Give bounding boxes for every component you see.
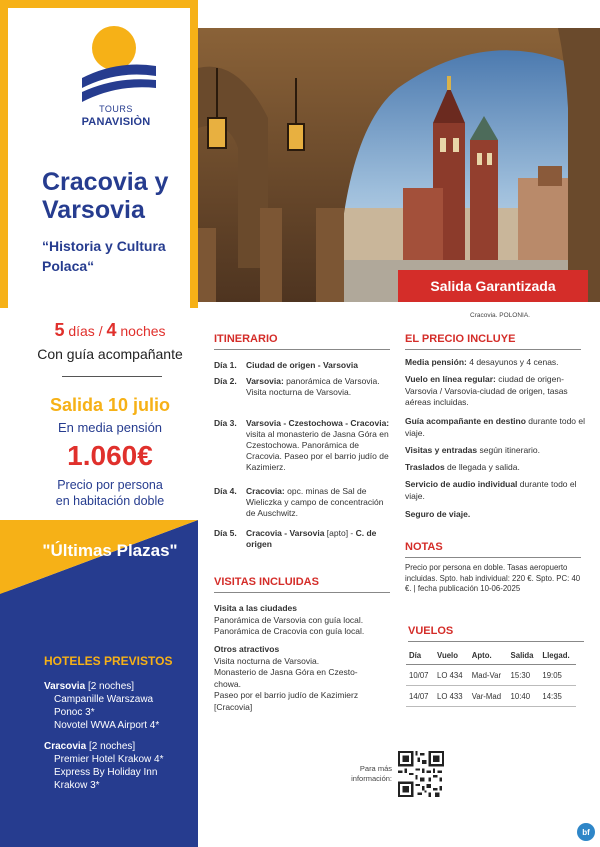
- include-heading: Servicio de audio individual: [405, 479, 518, 489]
- notes-text: Precio por persona en doble. Tasas aeropuerto incluidas. Spto. hab individual: 220 €. Spto. PC: 40 €. | fecha publicación 10-06-2025: [405, 563, 581, 593]
- flight-route: Var-Mad: [469, 686, 508, 707]
- qr-label: [346, 764, 392, 784]
- flight-departure: 15:30: [508, 665, 540, 686]
- hotels-title: HOTELES PREVISTOS: [44, 654, 173, 668]
- include-item: [405, 509, 587, 521]
- hotel-name: Ponoc 3*: [54, 707, 95, 718]
- visits-title: VISITAS INCLUIDAS: [214, 576, 390, 593]
- day-text: panorámica de Varsovia. Visita nocturna de Varsovia.: [246, 376, 380, 397]
- days-number: 5: [54, 320, 65, 340]
- price-note-line-2: en habitación doble: [55, 494, 165, 508]
- includes-title: EL PRECIO INCLUYE: [405, 333, 581, 350]
- day-heading: Varsovia:: [246, 376, 284, 386]
- board-type: En media pensión: [57, 420, 163, 435]
- hotel-nights: [2 noches]: [87, 681, 135, 692]
- hotel-name: Novotel WWA Airport 4*: [54, 720, 160, 731]
- include-item: [405, 445, 587, 457]
- col-airport-header: Apto.: [469, 647, 508, 665]
- itinerary-day: [214, 486, 392, 519]
- visit-line: Panorámica de Varsovia con guía local.: [214, 614, 364, 625]
- day-heading: Ciudad de origen - Varsovia: [246, 360, 358, 370]
- day-text: visita al monasterio de Jasna Góra en Czestochowa. Panorámica de Cracovia. Paseo por el barrio judío de Kazimierz.: [246, 429, 389, 472]
- day-heading: Cracovia:: [246, 486, 285, 496]
- notes-title: NOTAS: [405, 541, 581, 558]
- day-label: Día 4.: [214, 486, 237, 496]
- visit-line: [Cracovia]: [214, 701, 253, 712]
- logo-tours-label: TOURS: [99, 104, 133, 114]
- guaranteed-departure-badge: Salida Garantizada: [398, 270, 588, 302]
- nights-number: 4: [106, 320, 117, 340]
- visit-group: [214, 644, 392, 713]
- logo-brand-name: PANAVISIÒN: [81, 116, 151, 128]
- include-text: 4 desayunos y 4 cenas.: [466, 357, 559, 367]
- flight-route: Mad-Var: [469, 665, 508, 686]
- day-text: opc. minas de Sal de Wieliczka y campo de concentración de Auschwitz.: [246, 486, 384, 518]
- include-heading: Guía acompañante en destino: [405, 416, 526, 426]
- days-word: días /: [68, 323, 103, 339]
- hotel-group-cracovia: [44, 740, 163, 792]
- flight-number: LO 433: [434, 686, 469, 707]
- flight-day: 14/07: [406, 686, 434, 707]
- hotel-name: Krakow 3*: [54, 780, 100, 791]
- qr-label-line-2: información:: [351, 774, 392, 783]
- photo-caption: Cracovia. POLONIA.: [470, 312, 530, 319]
- day-heading: Cracovia - Varsovia: [246, 528, 325, 538]
- include-heading: Seguro de viaje.: [405, 509, 471, 519]
- page-subtitle: “Historia y Cultura Polaca“: [42, 238, 166, 274]
- include-text: ciudad de origen-Varsovia / Varsovia-ciudad de origen, tasas aéreas incluidas.: [405, 374, 568, 407]
- summary-divider: [62, 376, 162, 377]
- visit-line: Visita nocturna de Varsovia.: [214, 655, 320, 666]
- include-heading: Visitas y entradas: [405, 445, 478, 455]
- visit-group: [214, 603, 392, 638]
- hotel-name: Express By Holiday Inn: [54, 767, 158, 778]
- qr-code-icon[interactable]: [398, 751, 444, 797]
- col-flight-header: Vuelo: [434, 647, 469, 665]
- hotel-group-varsovia: [44, 680, 159, 732]
- flight-day: 10/07: [406, 665, 434, 686]
- flight-number: LO 434: [434, 665, 469, 686]
- hotel-name: Campanille Warszawa: [54, 694, 154, 705]
- trip-duration: [20, 320, 200, 341]
- flight-departure: 10:40: [508, 686, 540, 707]
- visit-line: Monasterio de Jasna Góra en Czesto-: [214, 667, 358, 677]
- flights-table: [406, 647, 576, 707]
- nights-word: noches: [120, 323, 166, 339]
- hotel-name: Premier Hotel Krakow 4*: [54, 754, 164, 765]
- flights-header-row: [406, 647, 576, 665]
- table-row: [406, 686, 576, 707]
- include-text: según itinerario.: [477, 445, 540, 455]
- day-label: Día 1.: [214, 360, 237, 370]
- flight-arrival: 14:35: [539, 686, 576, 707]
- include-heading: Media pensión:: [405, 357, 467, 367]
- guide-note: Con guía acompañante: [37, 346, 183, 362]
- visit-line: Panorámica de Cracovia con guía local.: [214, 626, 365, 636]
- panavision-logo: [72, 22, 162, 114]
- hero-photo: [198, 28, 600, 302]
- day-text: [apto] -: [324, 528, 356, 538]
- day-label: Día 3.: [214, 418, 237, 428]
- itinerary-day: [214, 360, 392, 371]
- price-note: [20, 477, 200, 509]
- visit-heading: Visita a las ciudades: [214, 603, 297, 613]
- hotel-city: Varsovia: [44, 681, 86, 692]
- include-item: [405, 374, 587, 409]
- include-item: [405, 416, 587, 439]
- col-arrival-header: Llegad.: [539, 647, 576, 665]
- itinerary-day: [214, 418, 392, 473]
- qr-label-line-1: Para más: [359, 764, 392, 773]
- itinerary-day: [214, 528, 392, 550]
- page-title: Cracovia y Varsovia: [42, 168, 169, 224]
- bf-logo-badge: bf: [577, 823, 595, 841]
- price-note-line-1: Precio por persona: [57, 478, 163, 492]
- flights-title: VUELOS: [408, 625, 584, 642]
- last-seats-banner: "Últimas Plazas": [42, 541, 178, 560]
- include-text: de llegada y salida.: [444, 462, 520, 472]
- include-item: [405, 462, 587, 474]
- day-label: Día 5.: [214, 528, 237, 538]
- include-text: durante todo el viaje.: [405, 479, 577, 501]
- day-heading: Varsovia - Czestochowa - Cracovia:: [246, 418, 390, 428]
- include-heading: Vuelo en línea regular:: [405, 374, 496, 384]
- table-row: [406, 665, 576, 686]
- col-day-header: Día: [406, 647, 434, 665]
- itinerary-day: [214, 376, 392, 398]
- hotel-nights: [2 noches]: [89, 741, 136, 752]
- departure-date: Salida 10 julio: [49, 395, 171, 415]
- hotel-city: Cracovia: [44, 741, 87, 752]
- include-heading: Traslados: [405, 462, 445, 472]
- itinerary-title: ITINERARIO: [214, 333, 390, 350]
- visit-line: Paseo por el barrio judío de Kazimierz: [214, 690, 359, 700]
- col-departure-header: Salida: [508, 647, 540, 665]
- include-item: [405, 479, 587, 502]
- day-heading-tail: C. de origen: [246, 528, 377, 549]
- day-label: Día 2.: [214, 376, 237, 386]
- visit-heading: Otros atractivos: [214, 644, 280, 654]
- visit-line: chowa.: [214, 678, 241, 689]
- include-item: [405, 357, 587, 369]
- include-text: durante todo el viaje.: [405, 416, 585, 438]
- price: 1.060€: [67, 440, 153, 471]
- flight-arrival: 19:05: [539, 665, 576, 686]
